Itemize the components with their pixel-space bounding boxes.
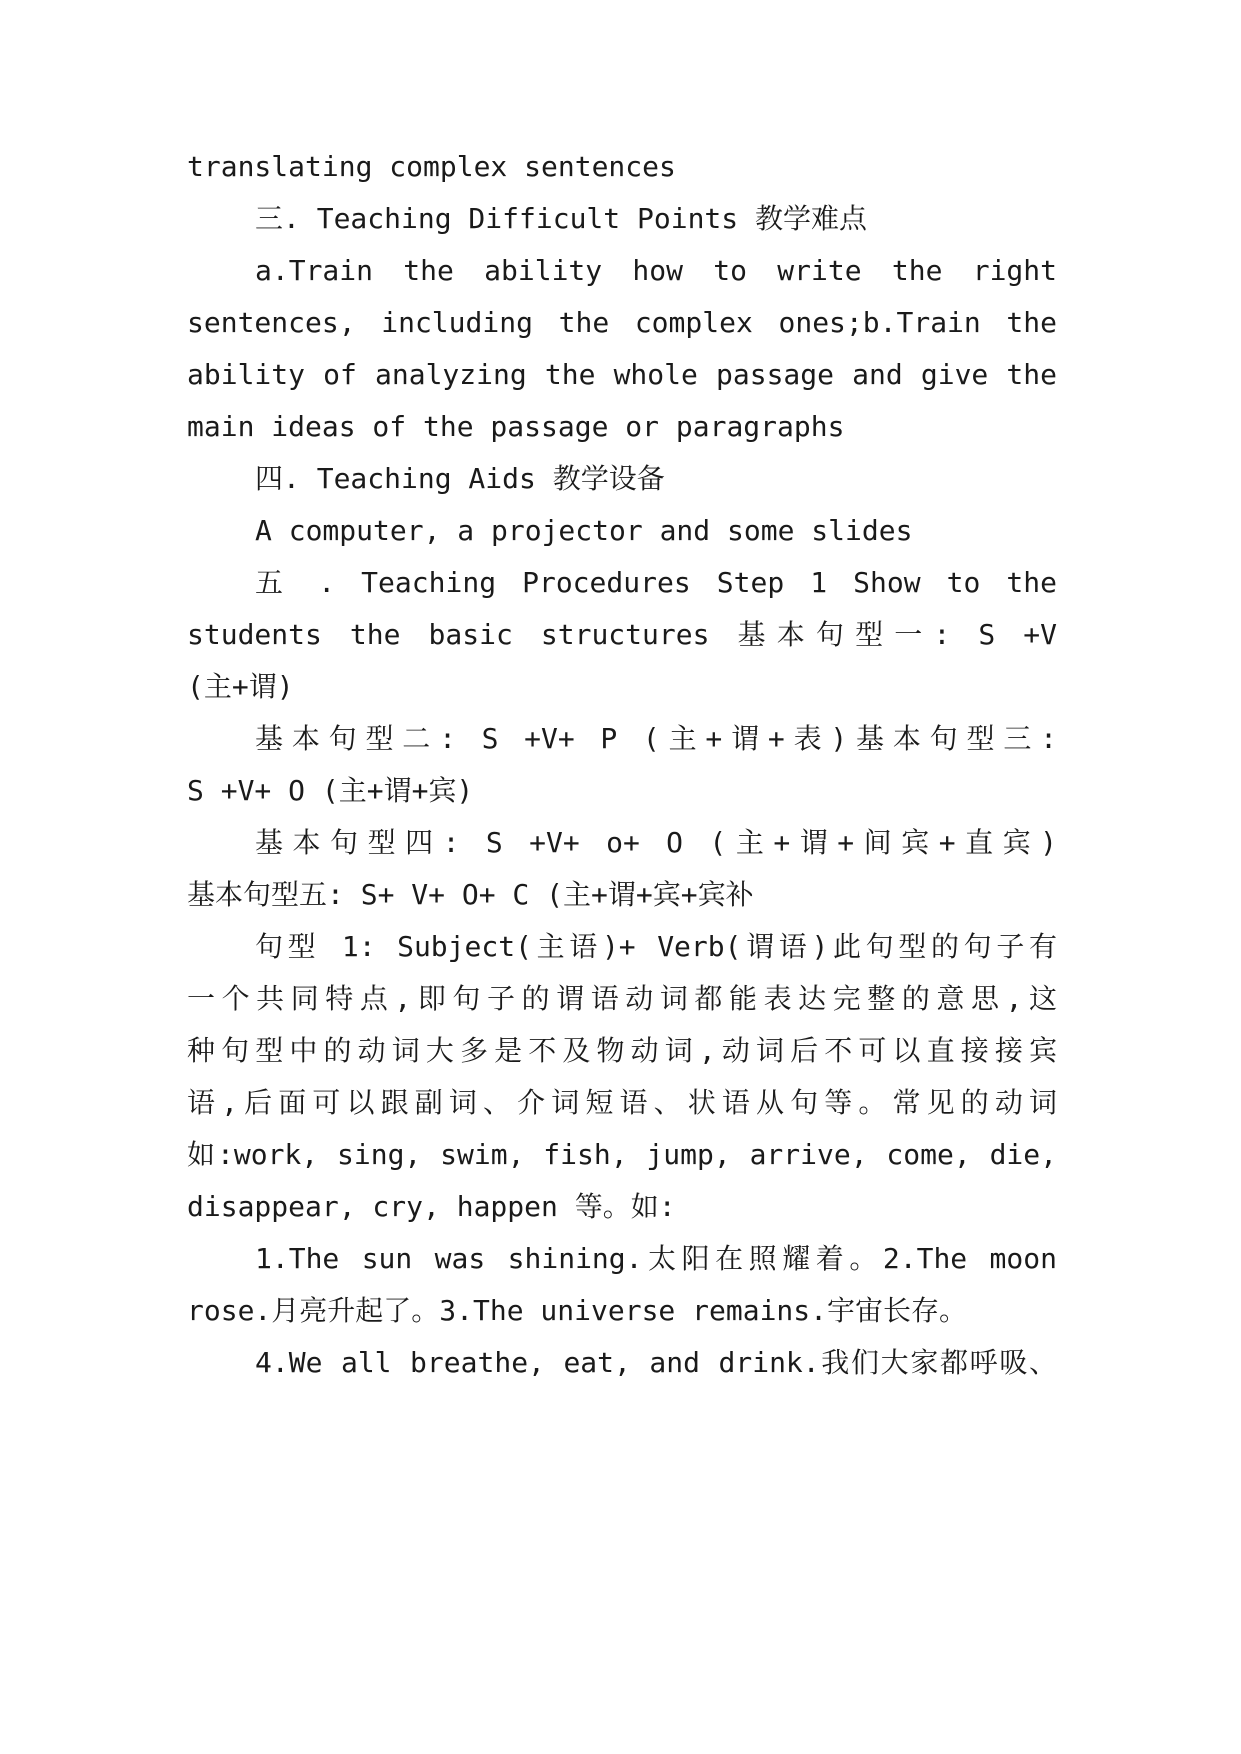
section-heading-teaching-aids: 四. Teaching Aids 教学设备: [255, 462, 665, 495]
text-line: disappear, cry, happen 等。如:: [187, 1190, 676, 1223]
text-line: (主+谓): [187, 670, 294, 703]
text-line: 基本句型二: S +V+ P (主+谓+表)基本句型三:: [255, 722, 1057, 755]
text-line: 语,后面可以跟副词、介词短语、状语从句等。常见的动词: [187, 1086, 1057, 1119]
text-line: a.Train the ability how to write the right: [255, 254, 1057, 287]
text-line: rose.月亮升起了。3.The universe remains.宇宙长存。: [187, 1294, 968, 1327]
text-line: S +V+ O (主+谓+宾): [187, 774, 474, 807]
text-line: 一个共同特点,即句子的谓语动词都能表达完整的意思,这: [187, 982, 1057, 1015]
section-heading-teaching-procedures: 五 . Teaching Procedures Step 1 Show to the: [255, 566, 1057, 599]
text-line: A computer, a projector and some slides: [255, 514, 913, 547]
section-heading-difficult-points: 三. Teaching Difficult Points 教学难点: [255, 202, 868, 235]
text-line: 句型 1: Subject(主语)+ Verb(谓语)此句型的句子有: [255, 930, 1057, 963]
text-line: 种句型中的动词大多是不及物动词,动词后不可以直接接宾: [187, 1034, 1057, 1067]
text-line: 基本句型四: S +V+ o+ O (主+谓+间宾+直宾): [255, 826, 1057, 859]
text-line: 4.We all breathe, eat, and drink.我们大家都呼吸、: [255, 1346, 1057, 1379]
text-line: sentences, including the complex ones;b.Train the: [187, 306, 1057, 339]
text-line: ability of analyzing the whole passage and give the: [187, 358, 1057, 391]
text-line: main ideas of the passage or paragraphs: [187, 410, 845, 443]
text-line: 1.The sun was shining.太阳在照耀着。2.The moon: [255, 1242, 1057, 1275]
text-line: translating complex sentences: [187, 150, 676, 183]
text-line: 如:work, sing, swim, fish, jump, arrive, come, die,: [187, 1138, 1057, 1171]
text-line: 基本句型五: S+ V+ O+ C (主+谓+宾+宾补: [187, 878, 754, 911]
text-line: students the basic structures 基本句型一: S +V: [187, 618, 1057, 651]
